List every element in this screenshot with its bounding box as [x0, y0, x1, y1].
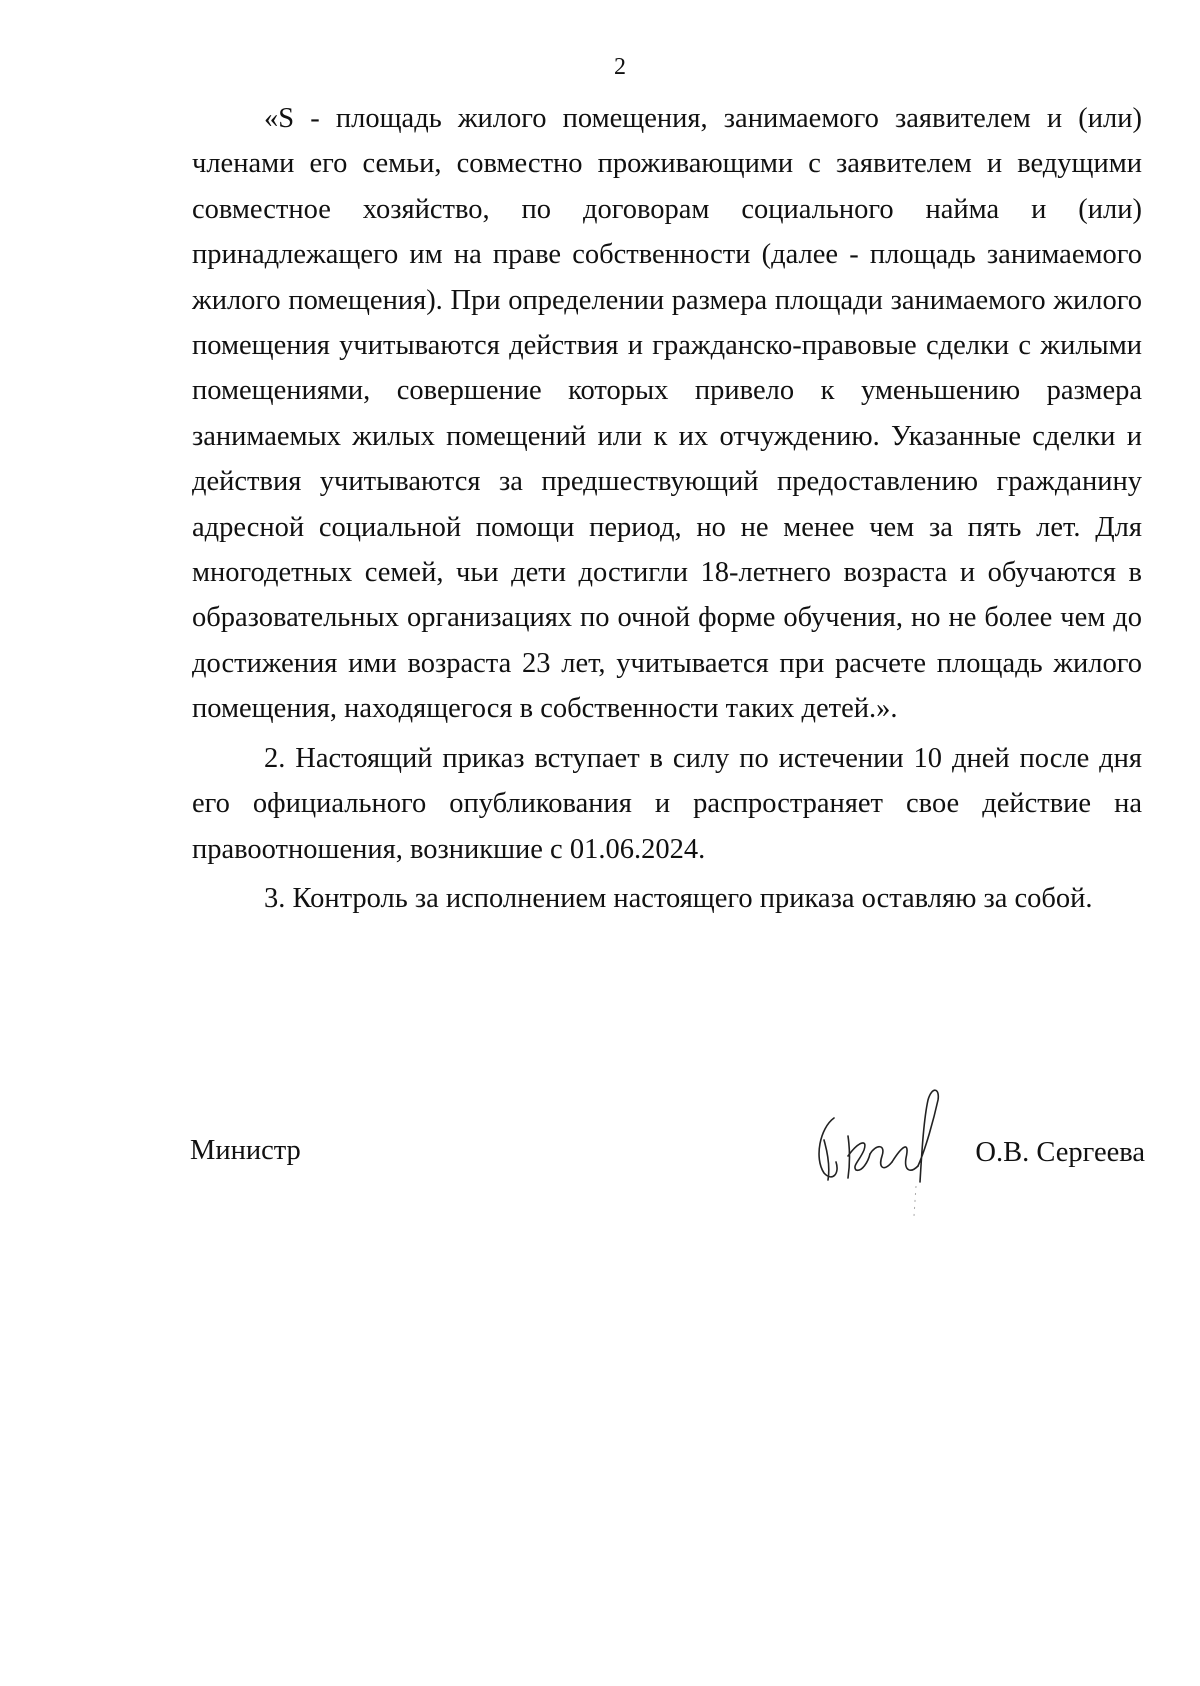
handwritten-signature — [806, 1078, 966, 1228]
paragraph-control: 3. Контроль за исполнением настоящего приказа оставляю за собой. — [264, 882, 1093, 914]
document-body — [192, 96, 1142, 921]
paragraph-entry-into-force: 2. Настоящий приказ вступает в силу по истечении 10 дней после дня его официального опубликования и распространяет свое действие на правоотношения, возникшие с 01.06.2024. — [192, 742, 1142, 865]
signatory-title: Министр — [190, 1135, 301, 1166]
signatory-name: О.В. Сергеева — [975, 1137, 1145, 1168]
page-number: 2 — [614, 54, 626, 80]
signature-block — [190, 1078, 1145, 1228]
paragraph-definition: «S - площадь жилого помещения, занимаемого заявителем и (или) членами его семьи, совместно проживающими с заявителем и ведущими совместное хозяйство, по договорам социального найма и (или) принадлежащего им на праве собственности (далее - площадь занимаемого жилого помещения). При определении размера площади занимаемого жилого помещения учитываются действия и гражданско-правовые сделки с жилыми помещениями, совершение которых привело к уменьшению размера занимаемых жилых помещений или к их отчуждению. Указанные сделки и действия учитываются за предшествующий предоставлению гражданину адресной социальной помощи период, но не менее чем за пять лет. Для многодетных семей, чьи дети достигли 18-летнего возраста и обучаются в образовательных организациях по очной форме обучения, но не более чем до достижения ими возраста 23 лет, учитывается при расчете площадь жилого помещения, находящегося в собственности таких детей.». — [192, 103, 1142, 725]
